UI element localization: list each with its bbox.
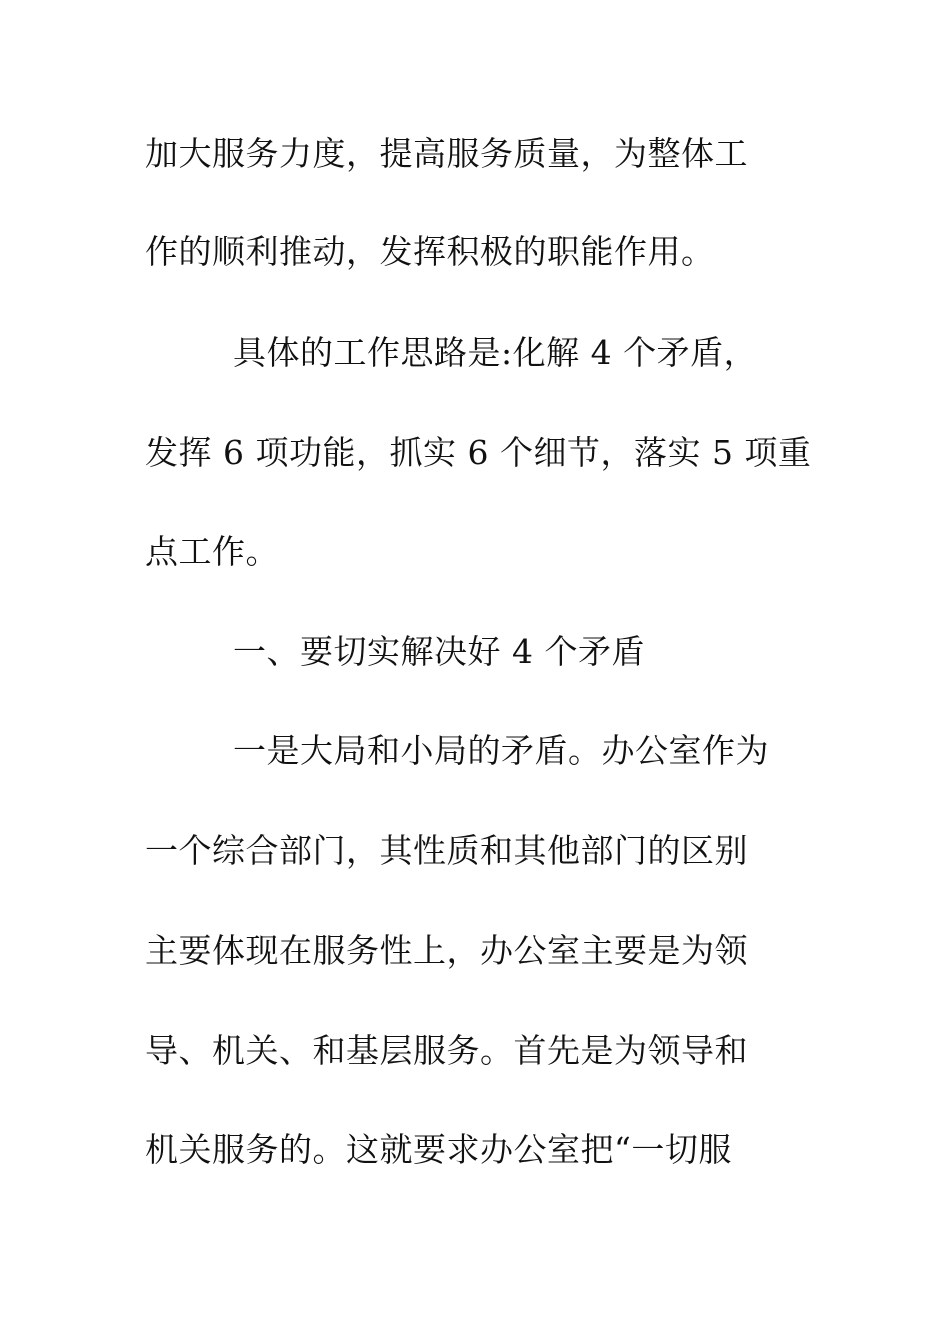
text-line-9: 主要体现在服务性上，办公室主要是为领 <box>145 931 748 970</box>
text-line-2: 作的顺利推动，发挥积极的职能作用。 <box>145 232 715 271</box>
section-heading: 一、要切实解决好 4 个矛盾 <box>233 632 645 671</box>
paragraph-first-contradiction: 一是大局和小局的矛盾。办公室作为 <box>233 731 769 770</box>
text-line-11: 机关服务的。这就要求办公室把“一切服 <box>145 1130 732 1169</box>
text-line-5: 点工作。 <box>145 532 279 571</box>
text-line-10: 导、机关、和基层服务。首先是为领导和 <box>145 1031 748 1070</box>
paragraph-work-approach: 具体的工作思路是:化解 4 个矛盾， <box>233 333 758 372</box>
text-line-8: 一个综合部门，其性质和其他部门的区别 <box>145 831 748 870</box>
text-line-4: 发挥 6 项功能，抓实 6 个细节，落实 5 项重 <box>145 433 812 472</box>
text-line-1: 加大服务力度，提高服务质量，为整体工 <box>145 134 748 173</box>
